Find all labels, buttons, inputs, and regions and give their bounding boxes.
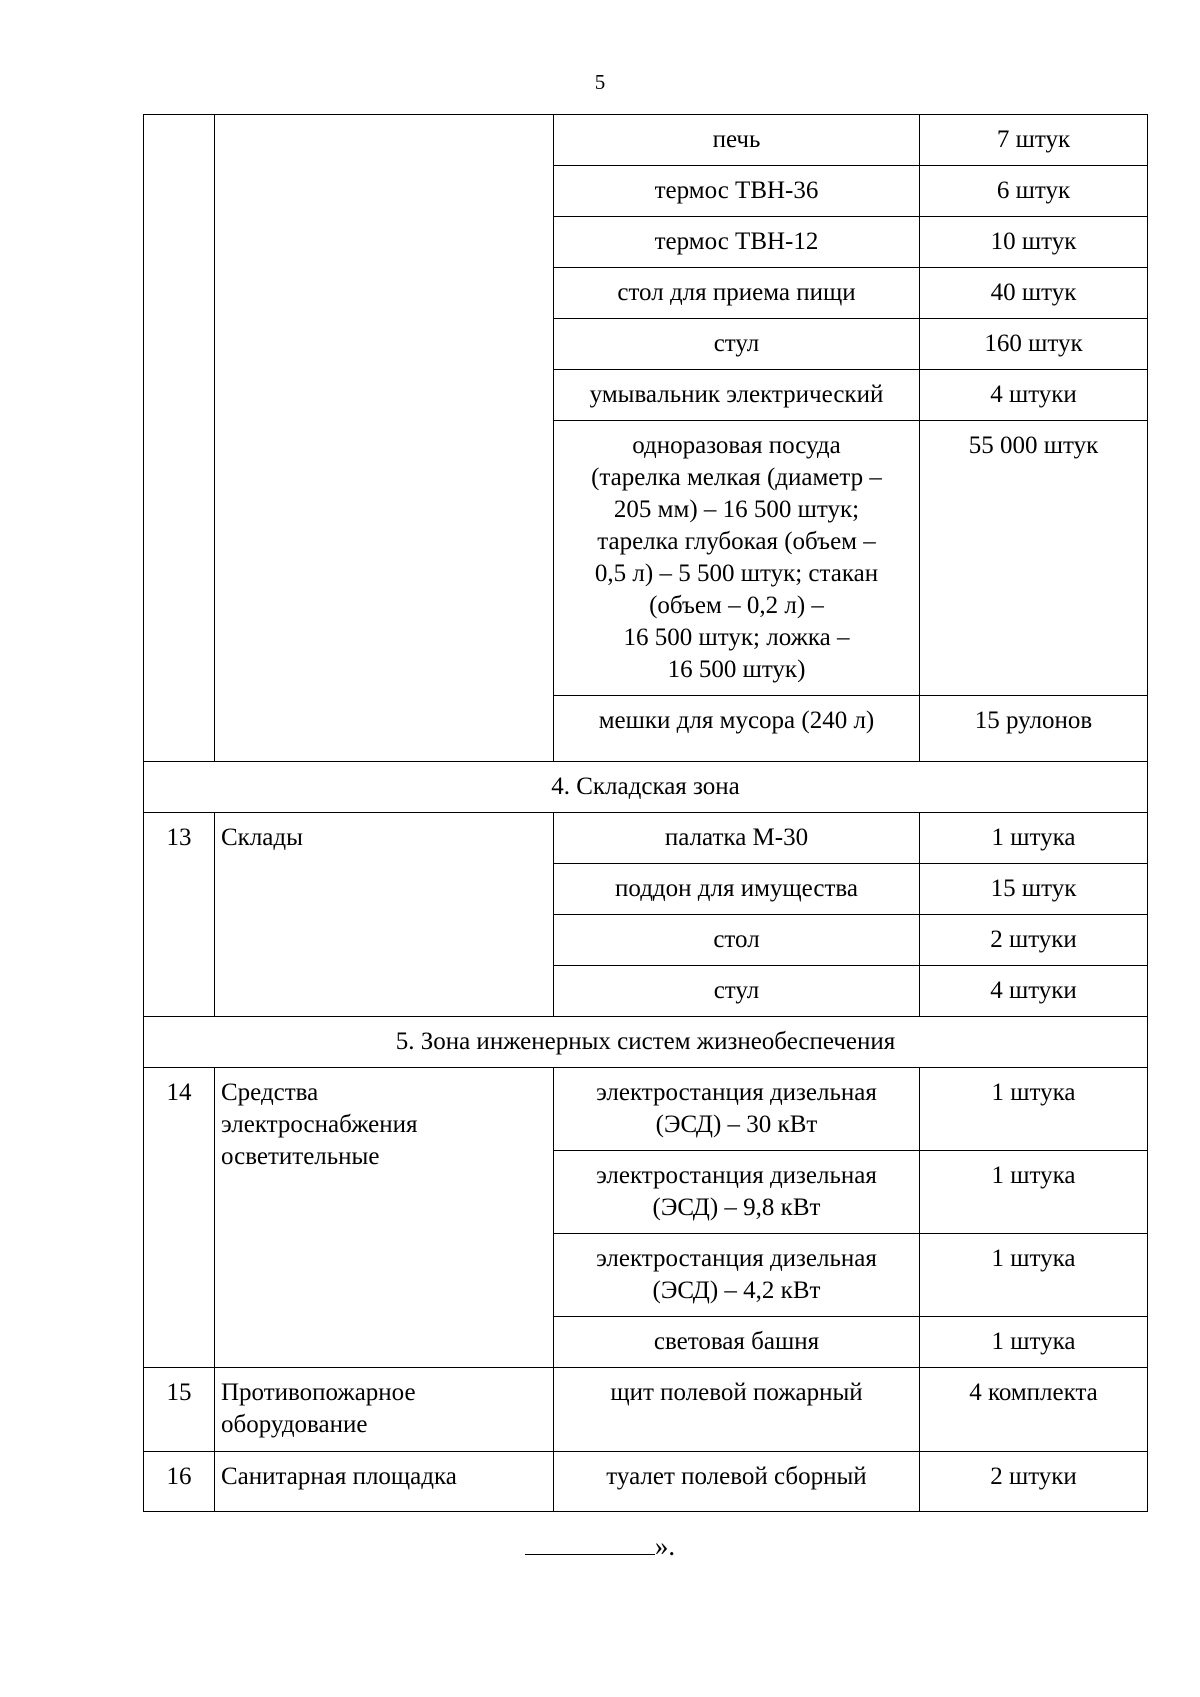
quantity-cell: 4 штуки: [920, 966, 1148, 1017]
item-cell: стол: [554, 915, 920, 966]
item-cell: печь: [554, 115, 920, 166]
item-cell: электростанция дизельная (ЭСД) – 4,2 кВт: [554, 1234, 920, 1317]
quantity-cell: 55 000 штук: [920, 421, 1148, 696]
closing-quote: ».: [654, 1531, 676, 1561]
name-cell: [215, 115, 554, 762]
name-cell: Склады: [215, 813, 554, 1017]
quantity-cell: 2 штуки: [920, 1452, 1148, 1512]
table-row: [144, 1452, 1148, 1512]
item-cell: световая башня: [554, 1317, 920, 1368]
section-header-row: [144, 1017, 1148, 1068]
equipment-table: [143, 114, 1148, 1512]
quantity-cell: 160 штук: [920, 319, 1148, 370]
table-row: [144, 115, 1148, 166]
quantity-cell: 1 штука: [920, 1317, 1148, 1368]
closing-mark: [0, 1530, 1200, 1562]
quantity-cell: 4 штуки: [920, 370, 1148, 421]
table-row: [144, 1068, 1148, 1151]
quantity-cell: 4 комплекта: [920, 1368, 1148, 1452]
number-cell: 16: [144, 1452, 215, 1512]
item-cell: палатка М-30: [554, 813, 920, 864]
item-cell: стол для приема пищи: [554, 268, 920, 319]
name-cell: Санитарная площадка: [215, 1452, 554, 1512]
name-cell: Средства электроснабжения осветительные: [215, 1068, 554, 1368]
table-row: [144, 1368, 1148, 1452]
item-cell: электростанция дизельная (ЭСД) – 30 кВт: [554, 1068, 920, 1151]
item-cell: стул: [554, 966, 920, 1017]
quantity-cell: 1 штука: [920, 1151, 1148, 1234]
page-number: 5: [594, 70, 606, 94]
item-cell: щит полевой пожарный: [554, 1368, 920, 1452]
item-cell: термос ТВН-12: [554, 217, 920, 268]
item-cell: умывальник электрический: [554, 370, 920, 421]
quantity-cell: 2 штуки: [920, 915, 1148, 966]
item-cell: электростанция дизельная (ЭСД) – 9,8 кВт: [554, 1151, 920, 1234]
quantity-cell: 7 штук: [920, 115, 1148, 166]
quantity-cell: 1 штука: [920, 813, 1148, 864]
item-cell: стул: [554, 319, 920, 370]
item-cell: одноразовая посуда (тарелка мелкая (диаметр – 205 мм) – 16 500 штук; тарелка глубокая (объем – 0,5 л) – 5 500 штук; стакан (объем – 0,2 л) – 16 500 штук; ложка – 16 500 штук): [554, 421, 920, 696]
quantity-cell: 15 штук: [920, 864, 1148, 915]
item-cell: термос ТВН-36: [554, 166, 920, 217]
table-row: [144, 813, 1148, 864]
item-cell: туалет полевой сборный: [554, 1452, 920, 1512]
quantity-cell: 6 штук: [920, 166, 1148, 217]
name-cell: Противопожарное оборудование: [215, 1368, 554, 1452]
number-cell: 13: [144, 813, 215, 1017]
signature-line: [525, 1530, 655, 1555]
section-title: 5. Зона инженерных систем жизнеобеспечения: [144, 1017, 1148, 1068]
quantity-cell: 10 штук: [920, 217, 1148, 268]
section-title: 4. Складская зона: [144, 762, 1148, 813]
number-cell: [144, 115, 215, 762]
quantity-cell: 1 штука: [920, 1234, 1148, 1317]
section-header-row: [144, 762, 1148, 813]
quantity-cell: 40 штук: [920, 268, 1148, 319]
quantity-cell: 15 рулонов: [920, 696, 1148, 762]
item-cell: мешки для мусора (240 л): [554, 696, 920, 762]
quantity-cell: 1 штука: [920, 1068, 1148, 1151]
number-cell: 14: [144, 1068, 215, 1368]
item-cell: поддон для имущества: [554, 864, 920, 915]
number-cell: 15: [144, 1368, 215, 1452]
